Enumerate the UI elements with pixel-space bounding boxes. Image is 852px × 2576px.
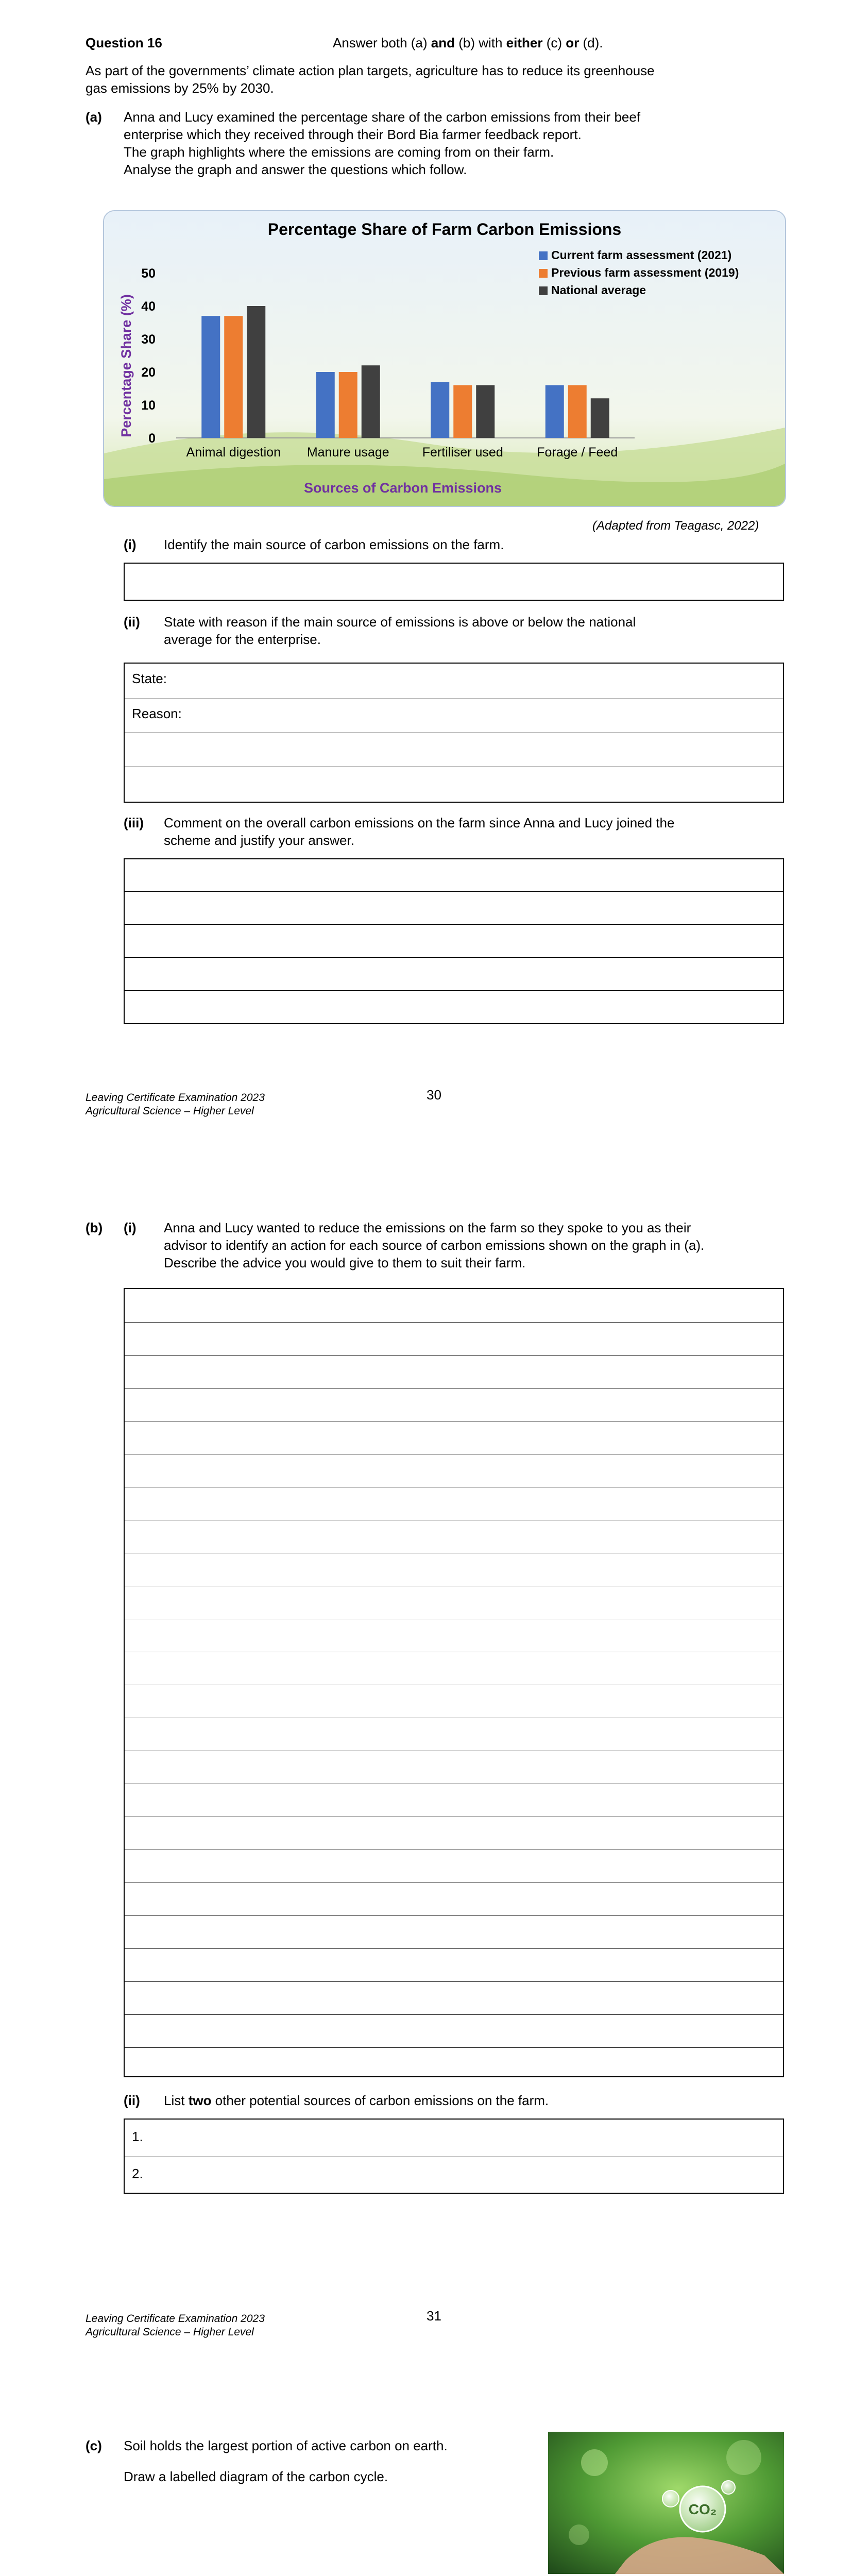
y-tick-label: 30 <box>141 332 156 347</box>
footer-line: Agricultural Science – Higher Level <box>86 2326 254 2338</box>
b-i-text: Describe the advice you would give to them to suit their farm. <box>164 1255 526 1270</box>
a-iii-text: Comment on the overall carbon emissions on the farm since Anna and Lucy joined the <box>164 815 675 831</box>
intro-line: gas emissions by 25% by 2030. <box>86 80 274 96</box>
b-ii-label: (ii) <box>124 2093 140 2108</box>
part-a-line: Anna and Lucy examined the percentage share of the carbon emissions from their beef <box>124 109 641 125</box>
list-item-number: 2. <box>132 2166 143 2181</box>
instruction-part: Answer both (a) <box>333 35 431 50</box>
a-ii-text: average for the enterprise. <box>164 632 321 647</box>
b-i-text: advisor to identify an action for each source of carbon emissions shown on the graph in (a). <box>164 1238 705 1253</box>
x-tick-label: Forage / Feed <box>537 445 618 460</box>
legend-swatch <box>539 286 548 295</box>
b-ii-text <box>164 2092 549 2109</box>
footer-line: Leaving Certificate Examination 2023 <box>86 2313 265 2325</box>
legend-entry: Current farm assessment (2021) <box>551 248 732 262</box>
answer-line <box>125 957 783 958</box>
legend-entry: Previous farm assessment (2019) <box>551 266 739 279</box>
x-tick-label: Animal digestion <box>186 445 281 460</box>
answer-line <box>125 2047 783 2048</box>
instruction-part: either <box>506 35 543 50</box>
list-item-number: 1. <box>132 2129 143 2144</box>
instruction-part: (b) with <box>454 35 506 50</box>
a-iii-label: (iii) <box>124 815 144 831</box>
b-i-text: Anna and Lucy wanted to reduce the emissions on the farm so they spoke to you as their <box>164 1220 691 1235</box>
part-c-line: Draw a labelled diagram of the carbon cycle. <box>124 2469 388 2484</box>
part-a-line: The graph highlights where the emissions are coming from on their farm. <box>124 144 554 160</box>
page-number: 31 <box>427 2308 441 2324</box>
chart-source: (Adapted from Teagasc, 2022) <box>592 519 759 533</box>
co2-orb <box>662 2490 679 2507</box>
answer-line <box>125 1322 783 1323</box>
chart-bar <box>431 382 449 438</box>
answer-line <box>125 1981 783 1982</box>
chart-bar <box>453 385 472 438</box>
answer-box-a-iii[interactable] <box>124 858 784 1024</box>
x-tick-label: Manure usage <box>306 445 389 460</box>
instruction-part: or <box>566 35 580 50</box>
footer-line: Leaving Certificate Examination 2023 <box>86 1092 265 1104</box>
question-instruction <box>333 34 603 52</box>
chart-bar <box>339 372 357 438</box>
legend-swatch <box>539 251 548 260</box>
chart-bar <box>591 398 609 438</box>
chart-bar <box>546 385 564 438</box>
answer-box-a-i[interactable] <box>124 563 784 601</box>
a-ii-text: State with reason if the main source of emissions is above or below the national <box>164 614 636 630</box>
carbon-photo-svg <box>548 2432 784 2574</box>
answer-box-a-ii[interactable] <box>124 663 784 803</box>
page-number: 30 <box>427 1087 441 1103</box>
state-label: State: <box>132 671 167 686</box>
part-b-label: (b) <box>86 1220 103 1235</box>
carbon-photo <box>548 2432 784 2574</box>
legend-swatch <box>539 269 548 278</box>
answer-line <box>125 924 783 925</box>
footer-line: Agricultural Science – Higher Level <box>86 1105 254 1117</box>
chart-bar <box>224 316 243 438</box>
legend-entry: National average <box>551 283 646 297</box>
answer-line <box>125 1948 783 1949</box>
reason-label: Reason: <box>132 706 182 721</box>
answer-line <box>125 2014 783 2015</box>
co2-orb <box>722 2481 735 2494</box>
part-c-line: Soil holds the largest portion of active carbon on earth. <box>124 2438 448 2453</box>
chart-title: Percentage Share of Farm Carbon Emissions <box>267 220 622 239</box>
y-tick-label: 50 <box>141 266 156 281</box>
instruction-part: (c) <box>542 35 566 50</box>
a-i-text: Identify the main source of carbon emissions on the farm. <box>164 537 504 552</box>
a-iii-text: scheme and justify your answer. <box>164 833 354 848</box>
answer-line <box>125 990 783 991</box>
chart-bar <box>201 316 220 438</box>
chart-bar <box>476 385 495 438</box>
instruction-part: (d). <box>579 35 603 50</box>
chart-svg <box>104 211 785 506</box>
chart-bar <box>316 372 335 438</box>
y-tick-label: 40 <box>141 299 156 314</box>
answer-box-b-i[interactable] <box>124 1288 784 2077</box>
part-c-label: (c) <box>86 2438 102 2453</box>
chart-bar <box>362 365 380 438</box>
intro-line: As part of the governments’ climate action plan targets, agriculture has to reduce its greenhouse <box>86 63 655 78</box>
chart-bar <box>568 385 587 438</box>
y-axis-label: Percentage Share (%) <box>118 294 134 437</box>
y-tick-label: 10 <box>141 398 156 413</box>
y-tick-label: 0 <box>148 431 156 446</box>
answer-box-b-ii[interactable] <box>124 2119 784 2194</box>
part-a-line: Analyse the graph and answer the questions which follow. <box>124 162 467 177</box>
b-ii-text-part: List <box>164 2093 189 2108</box>
part-a-label: (a) <box>86 109 102 125</box>
chart-bar <box>247 306 265 438</box>
b-ii-text-part: other potential sources of carbon emissions on the farm. <box>211 2093 549 2108</box>
x-tick-label: Fertiliser used <box>422 445 503 460</box>
x-axis-label: Sources of Carbon Emissions <box>303 480 502 496</box>
part-a-line: enterprise which they received through their Bord Bia farmer feedback report. <box>124 127 582 142</box>
a-ii-label: (ii) <box>124 614 140 630</box>
y-tick-label: 20 <box>141 365 156 380</box>
answer-line <box>125 891 783 892</box>
a-i-label: (i) <box>124 537 137 552</box>
co2-badge-text: CO₂ <box>688 2501 717 2517</box>
instruction-part: and <box>431 35 455 50</box>
b-i-label: (i) <box>124 1220 137 1235</box>
b-ii-text-part: two <box>188 2093 212 2108</box>
question-title: Question 16 <box>86 35 162 50</box>
emissions-chart <box>103 210 786 507</box>
